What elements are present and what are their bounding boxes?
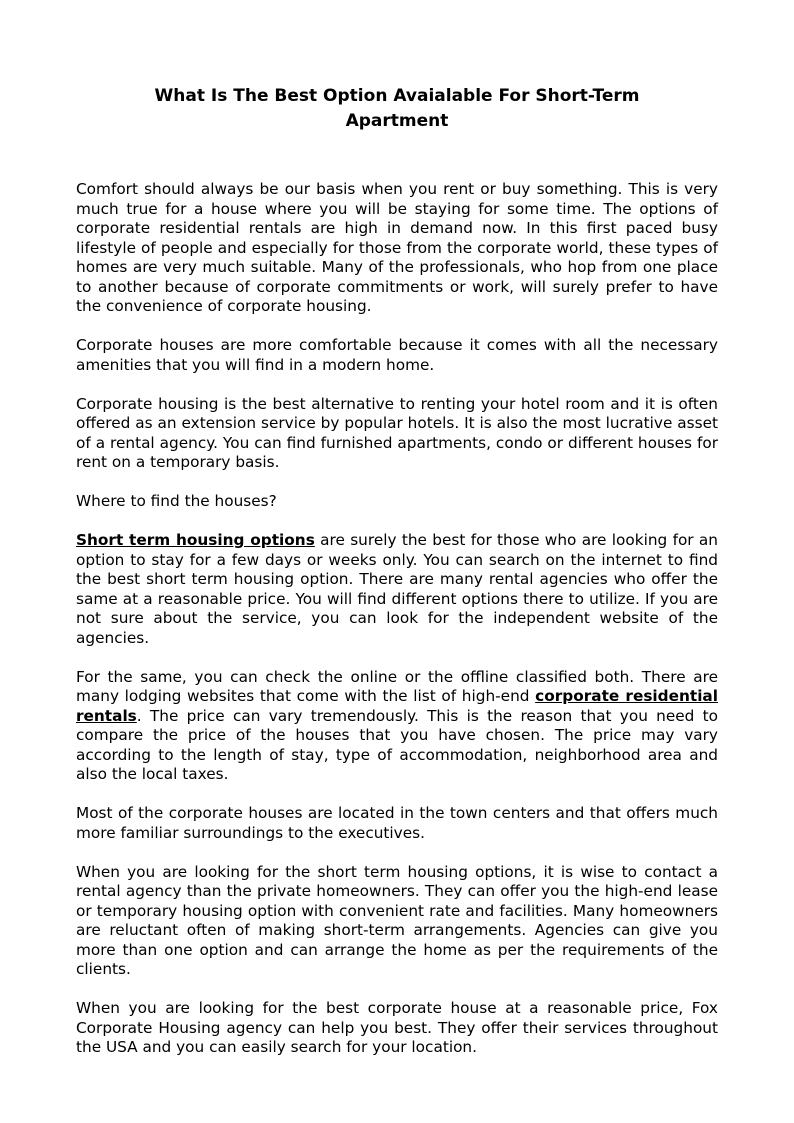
paragraph-rental-agency: When you are looking for the short term housing options, it is wise to contact a rental agency than the private homeowners. They can offer you the high-end lease or temporary housing option with convenient rate and facilities. Many homeowners are reluctant often of making short-term arrangements. Agencies can give you more than one option and can arrange the home as per the requirements of the clients. (76, 862, 718, 978)
paragraph-classifieds-text-after: . The price can vary tremendously. This is the reason that you need to compare the price of the houses that you have chosen. The price may vary according to the length of stay, type of accommodation, neighborhood area and also the local taxes. (76, 706, 718, 783)
document-page (76, 84, 718, 1077)
paragraph-fox-corporate: When you are looking for the best corporate house at a reasonable price, Fox Corporate Housing agency can help you best. They offer their services throughout the USA and you can easily search for your location. (76, 999, 718, 1056)
paragraph-short-term-options (76, 531, 718, 648)
document-title: What Is The Best Option Avaialable For Short-Term Apartment (154, 86, 640, 131)
paragraph-alternative: Corporate housing is the best alternative to renting your hotel room and it is often offered as an extension service by popular hotels. It is also the most lucrative asset of a rental agency. You can find furnished apartments, condo or different houses for rent on a temporary basis. (76, 394, 718, 471)
paragraph-where-to-find: Where to find the houses? (76, 492, 277, 510)
corporate-residential-rentals-link[interactable]: corporate residential rentals (76, 687, 718, 725)
paragraph-comfort: Corporate houses are more comfortable because it comes with all the necessary amenities that you will find in a modern home. (76, 336, 718, 374)
paragraph-classifieds (76, 668, 718, 785)
paragraph-short-term-options-text: are surely the best for those who are looking for an option to stay for a few days or weeks only. You can search on the internet to find the best short term housing option. There are many rental agencies who offer the same at a reasonable price. You will find different options there to utilize. If you are not sure about the service, you can look for the independent website of the agencies. (76, 531, 718, 647)
paragraph-classifieds-text-before: For the same, you can check the online or the offline classified both. There are many lodging websites that come with the list of high-end (76, 667, 718, 705)
paragraph-intro: Comfort should always be our basis when you rent or buy something. This is very much true for a house where you will be staying for some time. The options of corporate residential rentals are high in demand now. In this first paced busy lifestyle of people and especially for those from the corporate world, these types of homes are very much suitable. Many of the professionals, who hop from one place to another because of corporate commitments or work, will surely prefer to have the convenience of corporate housing. (76, 180, 718, 315)
short-term-housing-link[interactable]: Short term housing options (76, 531, 315, 549)
paragraph-town-centers: Most of the corporate houses are located in the town centers and that offers much more familiar surroundings to the executives. (76, 804, 718, 842)
